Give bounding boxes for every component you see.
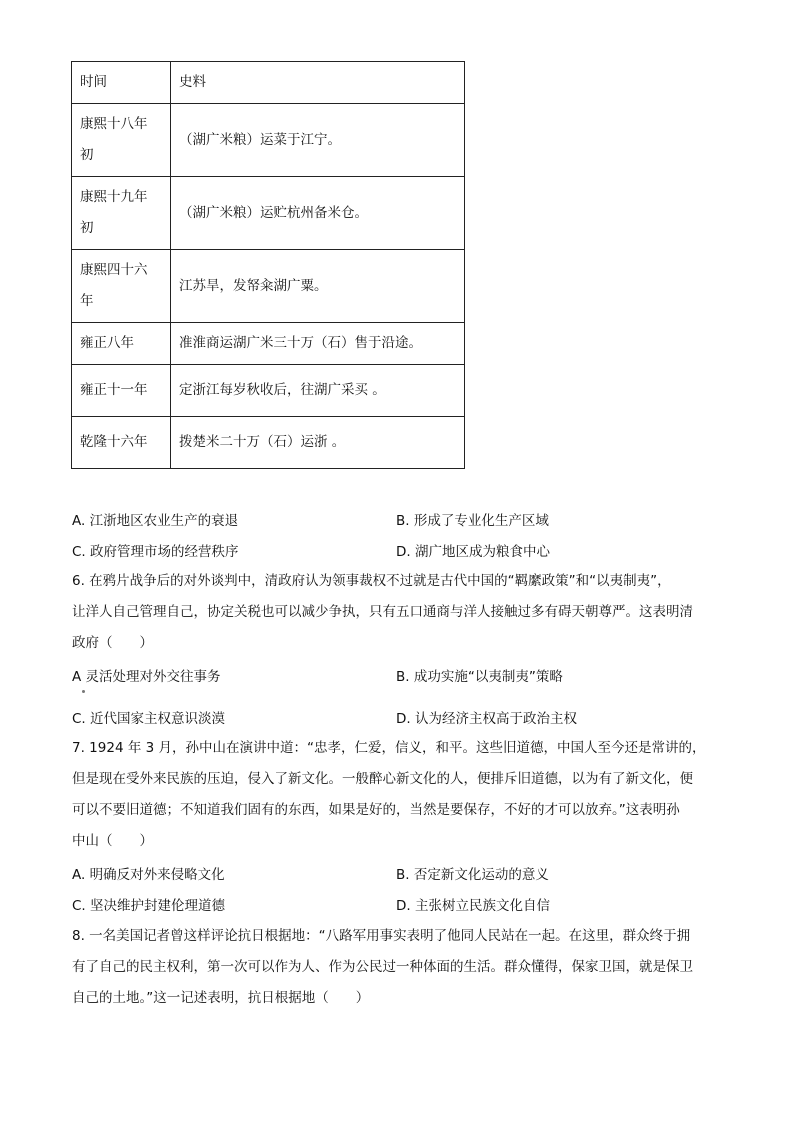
- table-row: [72, 417, 465, 469]
- source-cell: 江苏旱，发帑籴湖广粟。: [171, 250, 465, 323]
- q5-option-c[interactable]: C. 政府管理市场的经营秩序: [72, 544, 239, 560]
- source-cell: 准淮商运湖广米三十万（石）售于沿途。: [171, 323, 465, 365]
- table-row: [72, 365, 465, 417]
- time-cell: 雍正十一年: [72, 365, 171, 417]
- header-time: 时间: [72, 62, 171, 104]
- q6-option-a[interactable]: A 灵活处理对外交往事务: [72, 669, 221, 685]
- table-row: [72, 104, 465, 177]
- table-header-row: [72, 62, 465, 104]
- q5-option-b[interactable]: B. 形成了专业化生产区域: [396, 513, 549, 529]
- q7-option-c[interactable]: C. 坚决维护封建伦理道德: [72, 898, 226, 914]
- q7-option-b[interactable]: B. 否定新文化运动的意义: [396, 867, 549, 883]
- time-cell: 康熙十八年 初: [72, 104, 171, 177]
- question-8-stem: 8. 一名美国记者曾这样评论抗日根据地：“八路军用事实表明了他同人民站在一起。在这里，群众终于拥 有了自己的民主权利，第一次可以作为人、作为公民过一种体面的生活。群众懂得，保家卫国，就是保卫 自己的土地。”这一记述表明，抗日根据地（ ）: [72, 928, 693, 1006]
- q5-option-a[interactable]: A. 江浙地区农业生产的衰退: [72, 513, 239, 529]
- time-cell: 乾隆十六年: [72, 417, 171, 469]
- time-cell: 雍正八年: [72, 323, 171, 365]
- time-cell: 康熙四十六 年: [72, 250, 171, 323]
- source-cell: 拨楚米二十万（石）运浙 。: [171, 417, 465, 469]
- source-cell: （湖广米粮）运菜于江宁。: [171, 104, 465, 177]
- q6-options-row-2: [72, 707, 732, 727]
- table-row: [72, 323, 465, 365]
- time-cell: 康熙十九年 初: [72, 177, 171, 250]
- q7-option-d[interactable]: D. 主张树立民族文化自信: [396, 898, 550, 914]
- q7-options-row-1: [72, 863, 732, 883]
- source-cell: （湖广米粮）运贮杭州备米仓。: [171, 177, 465, 250]
- q6-options-row-1: [72, 665, 732, 685]
- historical-records-table: [71, 61, 465, 469]
- q5-options-row-1: [72, 509, 732, 529]
- q5-options-row-2: [72, 540, 732, 560]
- q6-option-d[interactable]: D. 认为经济主权高于政治主权: [396, 711, 577, 727]
- question-7-stem: 7. 1924 年 3 月，孙中山在演讲中道：“忠孝，仁爱，信义，和平。这些旧道德，中国人至今还是常讲的， 但是现在受外来民族的压迫，侵入了新文化。一般醉心新文化的人，便排斥旧道德，以为有了新文化，便 可以不要旧道德；不知道我们固有的东西，如果是好的，当然是要保存，不好的才可以放弃。”这表明孙 中山（ ）: [72, 740, 706, 849]
- header-source: 史料: [171, 62, 465, 104]
- q7-options-row-2: [72, 894, 732, 914]
- table-row: [72, 250, 465, 323]
- stray-mark: [82, 690, 85, 693]
- q5-option-d[interactable]: D. 湖广地区成为粮食中心: [396, 544, 550, 560]
- source-cell: 定浙江每岁秋收后，往湖广采买 。: [171, 365, 465, 417]
- q6-option-b[interactable]: B. 成功实施“以夷制夷”策略: [396, 669, 563, 685]
- q7-option-a[interactable]: A. 明确反对外来侵略文化: [72, 867, 225, 883]
- question-6-stem: 6. 在鸦片战争后的对外谈判中，清政府认为领事裁权不过就是古代中国的“羁縻政策”和“以夷制夷”， 让洋人自己管理自己，协定关税也可以减少争执，只有五口通商与洋人接触过多有碍天朝尊严。这表明清 政府（ ）: [72, 573, 693, 651]
- q6-option-c[interactable]: C. 近代国家主权意识淡漠: [72, 711, 226, 727]
- table-row: [72, 177, 465, 250]
